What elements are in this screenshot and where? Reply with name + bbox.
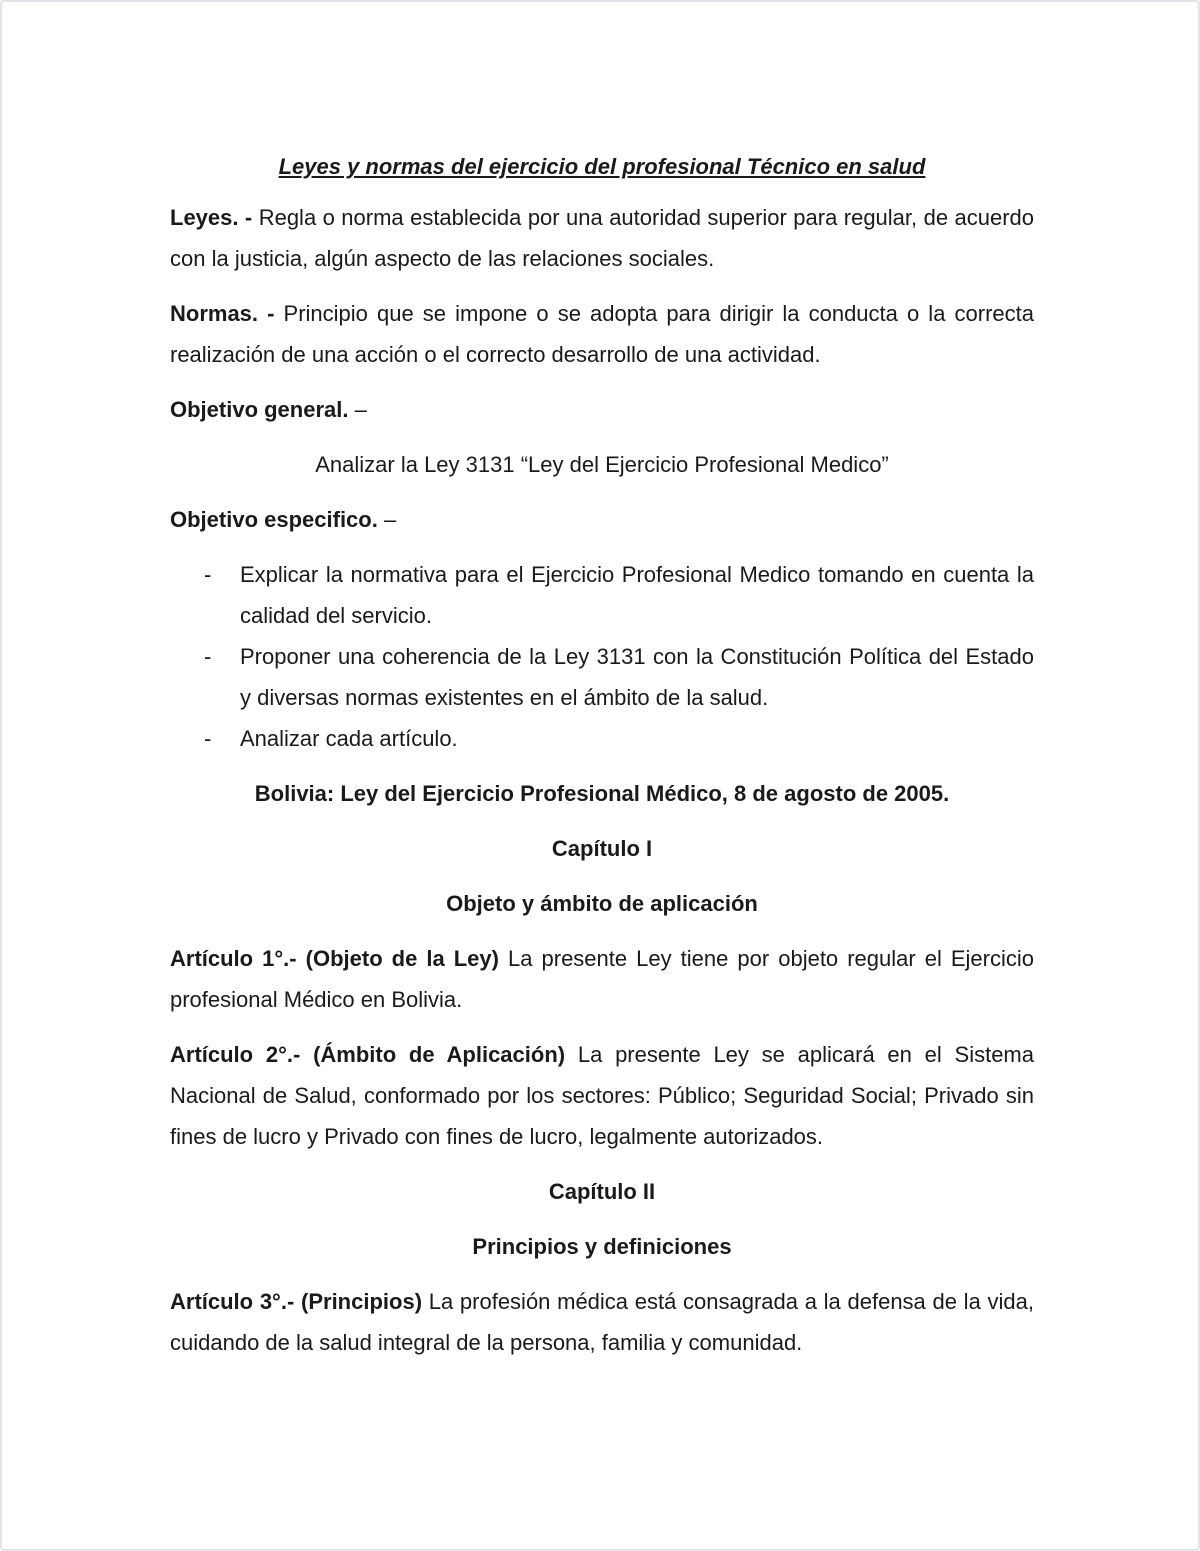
objetivo-especifico-dash: – (377, 507, 397, 532)
normas-definition: Principio que se impone o se adopta para dirigir la conducta o la correcta realización de una acción o el correcto desarrollo de una actividad. (170, 301, 1034, 367)
article-3-text: La profesión médica está consagrada a la defensa de la vida, cuidando de la salud integral de la persona, familia y comunidad. (170, 1289, 1034, 1355)
objetivo-especifico-heading (170, 499, 1034, 540)
leyes-paragraph (170, 197, 1034, 279)
document-title: Leyes y normas del ejercicio del profesional Técnico en salud (278, 154, 926, 179)
article-2-heading: Artículo 2°.- (Ámbito de Aplicación) (170, 1042, 566, 1067)
list-item-text: Proponer una coherencia de la Ley 3131 con la Constitución Política del Estado y diversas normas existentes en el ámbito de la salud. (240, 644, 1034, 710)
objetivo-general-dash: – (348, 397, 367, 422)
dash-bullet: - (204, 644, 212, 669)
objetivo-general-heading (170, 389, 1034, 430)
list-item (170, 636, 1034, 718)
chapter-2-label: Capítulo II (548, 1179, 656, 1204)
list-item-text: Explicar la normativa para el Ejercicio Profesional Medico tomando en cuenta la calidad del servicio. (240, 562, 1034, 628)
leyes-definition: Regla o norma establecida por una autoridad superior para regular, de acuerdo con la justicia, algún aspecto de las relaciones sociales. (170, 205, 1034, 271)
list-item (170, 718, 1034, 759)
dash-bullet: - (204, 562, 212, 587)
leyes-term: Leyes. - (170, 205, 253, 230)
chapter-2-subtitle: Principios y definiciones (472, 1234, 732, 1259)
list-item (170, 554, 1034, 636)
law-title: Bolivia: Ley del Ejercicio Profesional Médico, 8 de agosto de 2005. (254, 781, 950, 806)
objetivo-especifico-label: Objetivo especifico. (170, 507, 378, 532)
chapter-1-label: Capítulo I (551, 836, 653, 861)
dash-bullet: - (204, 726, 212, 751)
article-1-text: La presente Ley tiene por objeto regular el Ejercicio profesional Médico en Bolivia. (170, 946, 1034, 1012)
article-2-text: La presente Ley se aplicará en el Sistema Nacional de Salud, conformado por los sectores: Público; Seguridad Social; Privado sin fines de lucro y Privado con fines de lucro, legalmente autorizados. (170, 1042, 1034, 1149)
objetivo-especifico-list (170, 554, 1034, 759)
normas-paragraph (170, 293, 1034, 375)
article-1-heading: Artículo 1°.- (Objeto de la Ley) (170, 946, 499, 971)
article-3 (170, 1281, 1034, 1363)
article-2 (170, 1034, 1034, 1157)
list-item-text: Analizar cada artículo. (240, 726, 458, 751)
article-3-heading: Artículo 3°.- (Principios) (170, 1289, 423, 1314)
normas-term: Normas. - (170, 301, 275, 326)
objetivo-general-label: Objetivo general. (170, 397, 349, 422)
document-content (170, 150, 1034, 1377)
objetivo-general-text: Analizar la Ley 3131 “Ley del Ejercicio Profesional Medico” (315, 452, 889, 477)
chapter-1-subtitle: Objeto y ámbito de aplicación (446, 891, 758, 916)
article-1 (170, 938, 1034, 1020)
